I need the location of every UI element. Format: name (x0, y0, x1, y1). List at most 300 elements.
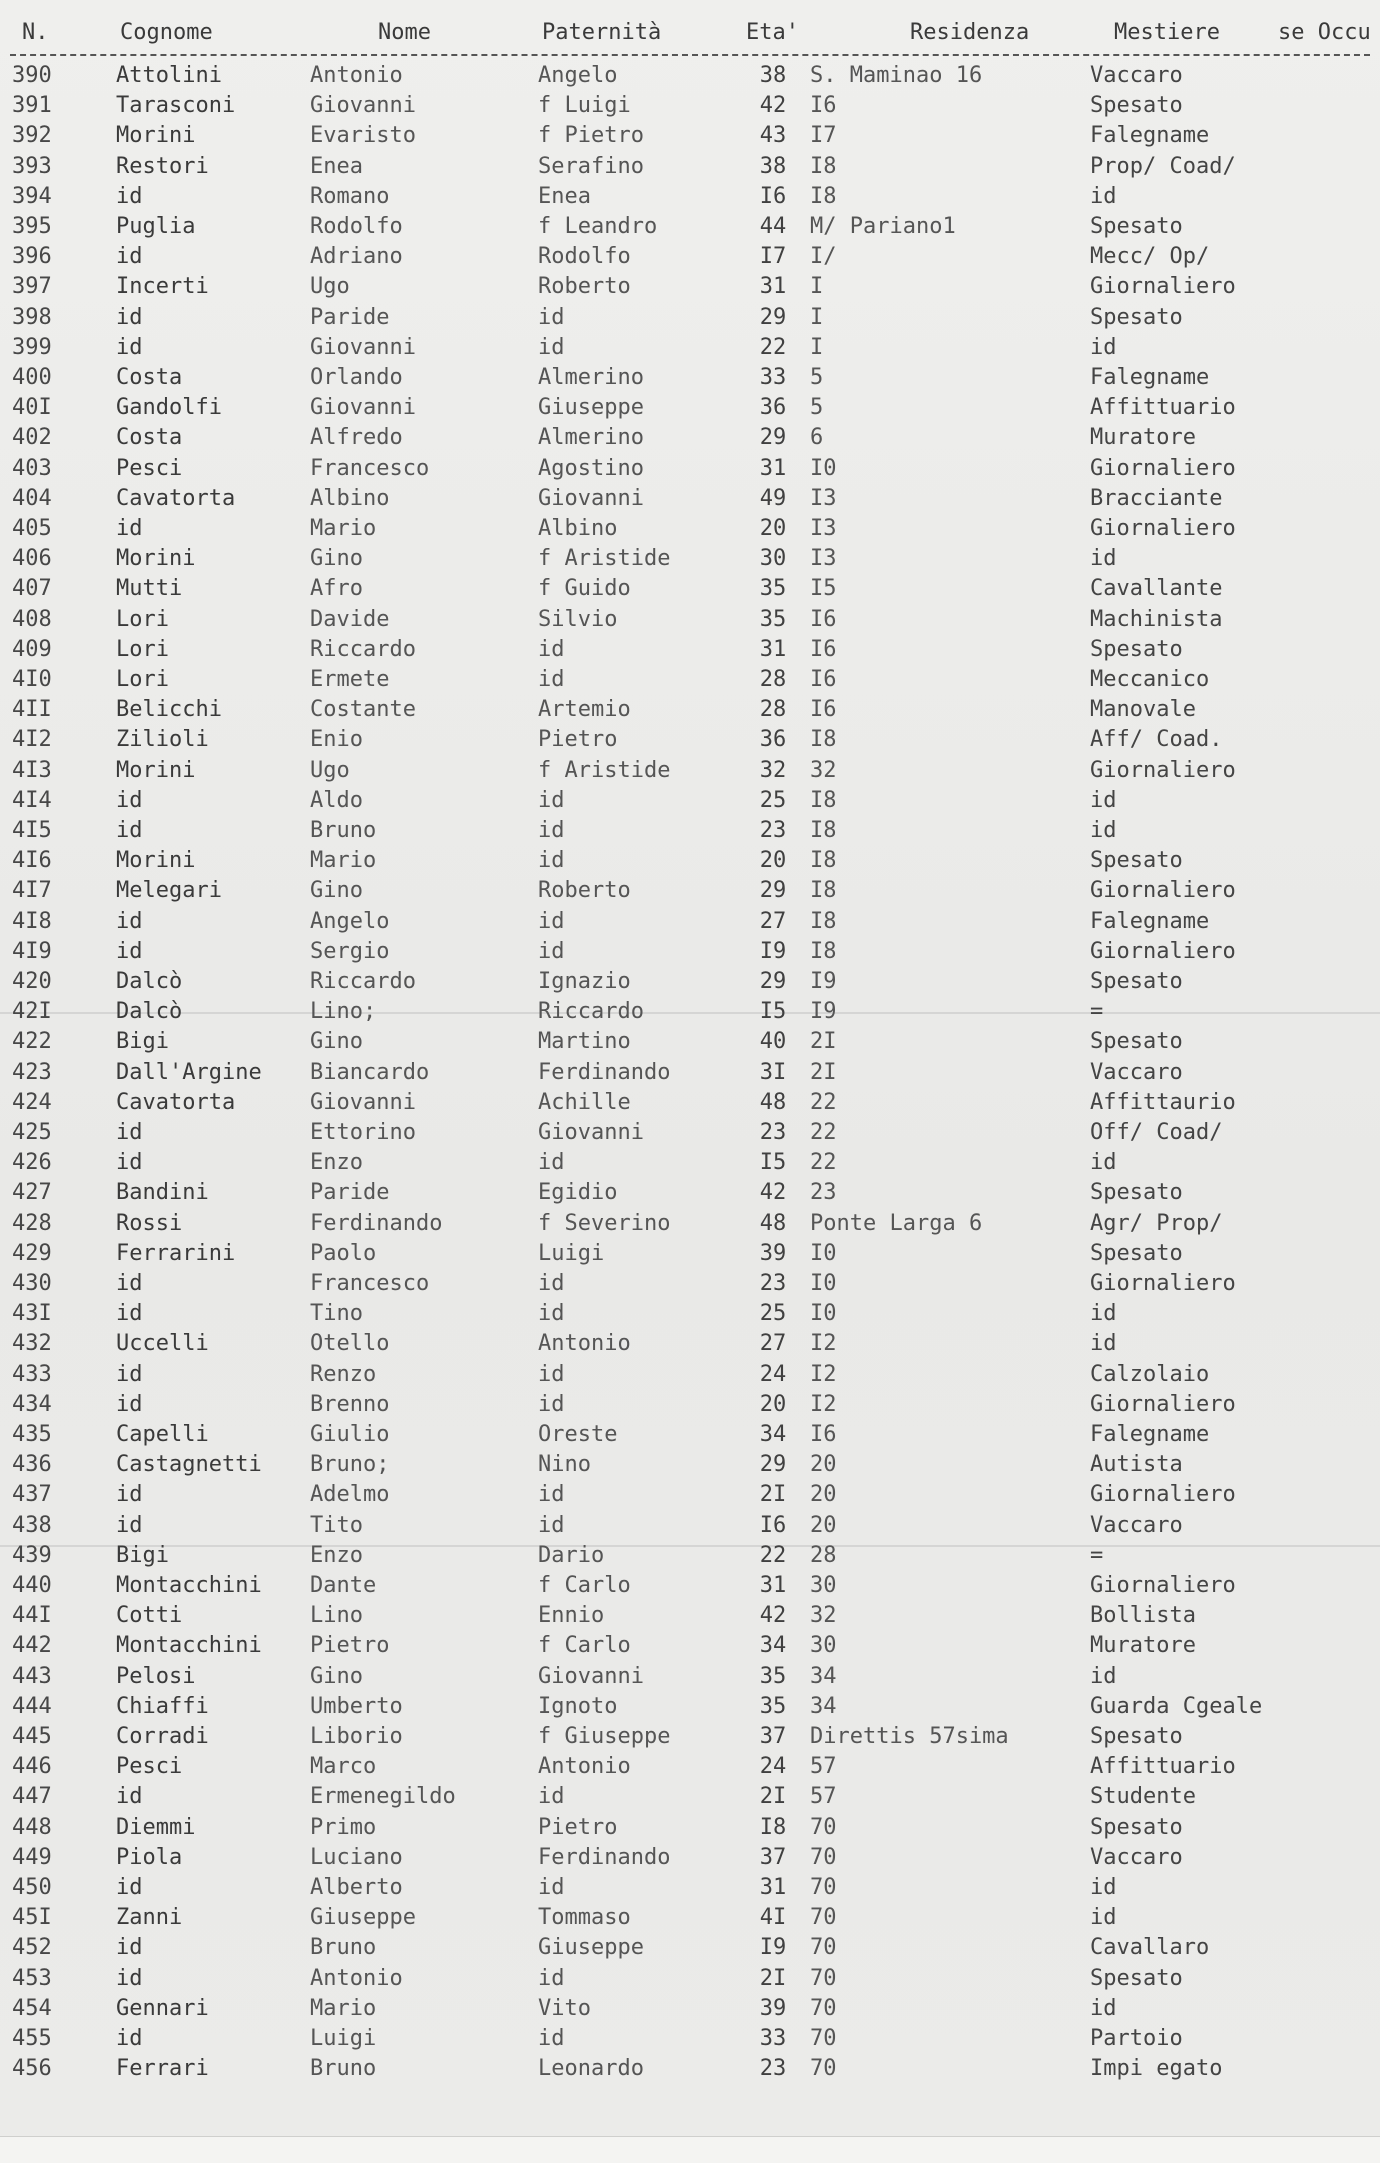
cell-nome: Albino (310, 486, 390, 511)
cell-nome: Davide (310, 607, 390, 632)
cell-nome: Adelmo (310, 1482, 390, 1507)
cell-paternita: Leonardo (538, 2056, 644, 2081)
cell-mestiere: = (1090, 1543, 1104, 1568)
cell-mestiere: Affittuario (1090, 1754, 1236, 1779)
cell-residenza: 70 (810, 1845, 837, 1870)
cell-paternita: Roberto (538, 878, 631, 903)
cell-mestiere: Spesato (1090, 1180, 1183, 1205)
cell-paternita: id (538, 939, 565, 964)
cell-eta: 23 (759, 818, 787, 843)
cell-n: 407 (12, 576, 52, 601)
cell-n: 42I (12, 999, 52, 1024)
cell-paternita: id (538, 788, 565, 813)
cell-eta: 31 (759, 1875, 787, 1900)
cell-nome: Giuseppe (310, 1905, 416, 1930)
cell-nome: Ugo (310, 274, 350, 299)
cell-cognome: Bandini (116, 1180, 209, 1205)
cell-mestiere: Giornaliero (1090, 1271, 1236, 1296)
cell-mestiere: id (1090, 1875, 1117, 1900)
table-row (0, 1904, 1380, 1932)
page-bottom-edge (0, 2136, 1380, 2163)
table-row (0, 575, 1380, 603)
table-row (0, 304, 1380, 332)
cell-paternita: Giuseppe (538, 1935, 644, 1960)
cell-cognome: id (116, 1120, 143, 1145)
cell-n: 425 (12, 1120, 52, 1145)
cell-eta: 40 (759, 1029, 787, 1054)
cell-n: 408 (12, 607, 52, 632)
cell-residenza: 2I (810, 1029, 837, 1054)
cell-eta: 2I (759, 1966, 787, 1991)
cell-nome: Angelo (310, 909, 390, 934)
cell-n: 395 (12, 214, 52, 239)
table-row (0, 1783, 1380, 1811)
cell-nome: Gino (310, 1664, 363, 1689)
table-row (0, 1270, 1380, 1298)
cell-residenza: 22 (810, 1150, 837, 1175)
cell-eta: 29 (759, 1452, 787, 1477)
cell-eta: 22 (759, 335, 787, 360)
cell-paternita: f Leandro (538, 214, 658, 239)
cell-cognome: id (116, 244, 143, 269)
cell-eta: 36 (759, 727, 787, 752)
cell-cognome: id (116, 939, 143, 964)
cell-eta: 48 (759, 1090, 787, 1115)
cell-paternita: id (538, 1966, 565, 1991)
cell-n: 456 (12, 2056, 52, 2081)
table-row (0, 1512, 1380, 1540)
cell-residenza: I (810, 335, 824, 360)
cell-nome: Enio (310, 727, 363, 752)
cell-residenza: 70 (810, 1815, 837, 1840)
cell-residenza: I8 (810, 727, 837, 752)
cell-mestiere: Falegname (1090, 365, 1210, 390)
cell-n: 4I6 (12, 848, 52, 873)
cell-n: 443 (12, 1664, 52, 1689)
cell-n: 429 (12, 1241, 52, 1266)
cell-mestiere: Vaccaro (1090, 1060, 1183, 1085)
table-row (0, 1361, 1380, 1389)
cell-residenza: I (810, 305, 824, 330)
table-row (0, 1330, 1380, 1358)
cell-nome: Otello (310, 1331, 390, 1356)
table-row (0, 485, 1380, 513)
cell-mestiere: Manovale (1090, 697, 1196, 722)
cell-paternita: id (538, 1875, 565, 1900)
cell-n: 450 (12, 1875, 52, 1900)
cell-paternita: id (538, 1150, 565, 1175)
cell-eta: 25 (759, 788, 787, 813)
table-row (0, 636, 1380, 664)
cell-residenza: I8 (810, 818, 837, 843)
cell-eta: 33 (759, 2026, 787, 2051)
table-row (0, 92, 1380, 120)
cell-cognome: Morini (116, 848, 196, 873)
cell-residenza: 28 (810, 1543, 837, 1568)
cell-paternita: Enea (538, 184, 591, 209)
table-row (0, 847, 1380, 875)
cell-mestiere: Giornaliero (1090, 1482, 1236, 1507)
table-row (0, 183, 1380, 211)
cell-nome: Bruno (310, 2056, 377, 2081)
cell-mestiere: Autista (1090, 1452, 1183, 1477)
cell-eta: 28 (759, 667, 787, 692)
cell-nome: Giovanni (310, 93, 416, 118)
cell-nome: Francesco (310, 456, 430, 481)
cell-paternita: id (538, 818, 565, 843)
cell-paternita: Oreste (538, 1422, 618, 1447)
cell-mestiere: Giornaliero (1090, 939, 1236, 964)
cell-n: 4I3 (12, 758, 52, 783)
cell-residenza: I2 (810, 1392, 837, 1417)
cell-mestiere: Impi egato (1090, 2056, 1223, 2081)
table-row (0, 908, 1380, 936)
cell-paternita: Martino (538, 1029, 631, 1054)
cell-nome: Tino (310, 1301, 363, 1326)
header-n: N. (22, 20, 49, 45)
cell-n: 400 (12, 365, 52, 390)
cell-nome: Umberto (310, 1694, 403, 1719)
cell-cognome: id (116, 1301, 143, 1326)
cell-cognome: id (116, 1392, 143, 1417)
cell-paternita: Dario (538, 1543, 605, 1568)
table-row (0, 1632, 1380, 1660)
header-eta: Eta' (746, 20, 799, 45)
cell-cognome: id (116, 1784, 143, 1809)
cell-cognome: Cavatorta (116, 486, 236, 511)
cell-residenza: I6 (810, 697, 837, 722)
cell-paternita: id (538, 1392, 565, 1417)
table-row (0, 2055, 1380, 2083)
cell-eta: I6 (759, 184, 787, 209)
cell-nome: Sergio (310, 939, 390, 964)
cell-cognome: Zanni (116, 1905, 183, 1930)
cell-cognome: Pesci (116, 456, 183, 481)
cell-residenza: I3 (810, 546, 837, 571)
cell-n: 396 (12, 244, 52, 269)
cell-n: 405 (12, 516, 52, 541)
cell-nome: Mario (310, 848, 377, 873)
cell-n: 391 (12, 93, 52, 118)
table-row (0, 1300, 1380, 1328)
cell-paternita: Ferdinando (538, 1845, 671, 1870)
table-row (0, 122, 1380, 150)
cell-residenza: 70 (810, 1905, 837, 1930)
cell-paternita: Giovanni (538, 486, 644, 511)
cell-residenza: I9 (810, 999, 837, 1024)
cell-cognome: Costa (116, 365, 183, 390)
cell-n: 452 (12, 1935, 52, 1960)
cell-cognome: Melegari (116, 878, 222, 903)
cell-residenza: I8 (810, 909, 837, 934)
cell-nome: Brenno (310, 1392, 390, 1417)
cell-eta: 39 (759, 1996, 787, 2021)
cell-paternita: id (538, 637, 565, 662)
cell-residenza: I0 (810, 1241, 837, 1266)
cell-residenza: I (810, 274, 824, 299)
cell-nome: Marco (310, 1754, 377, 1779)
cell-n: 420 (12, 969, 52, 994)
cell-mestiere: Aff/ Coad. (1090, 727, 1223, 752)
table-row (0, 394, 1380, 422)
cell-residenza: I6 (810, 637, 837, 662)
cell-n: 393 (12, 154, 52, 179)
cell-cognome: Capelli (116, 1422, 209, 1447)
table-row (0, 696, 1380, 724)
cell-residenza: I/ (810, 244, 837, 269)
cell-paternita: Pietro (538, 727, 618, 752)
cell-n: 40I (12, 395, 52, 420)
cell-mestiere: id (1090, 335, 1117, 360)
cell-paternita: Nino (538, 1452, 591, 1477)
cell-nome: Riccardo (310, 969, 416, 994)
cell-paternita: Vito (538, 1996, 591, 2021)
cell-cognome: Tarasconi (116, 93, 236, 118)
cell-cognome: Castagnetti (116, 1452, 262, 1477)
cell-nome: Afro (310, 576, 363, 601)
cell-nome: Antonio (310, 63, 403, 88)
cell-nome: Bruno; (310, 1452, 390, 1477)
cell-paternita: Roberto (538, 274, 631, 299)
cell-cognome: Morini (116, 758, 196, 783)
cell-n: 397 (12, 274, 52, 299)
cell-residenza: 22 (810, 1120, 837, 1145)
cell-paternita: id (538, 909, 565, 934)
cell-mestiere: Affittuario (1090, 395, 1236, 420)
cell-paternita: Ennio (538, 1603, 605, 1628)
cell-mestiere: Spesato (1090, 969, 1183, 994)
cell-residenza: I3 (810, 516, 837, 541)
cell-eta: 20 (759, 848, 787, 873)
cell-paternita: Achille (538, 1090, 631, 1115)
cell-mestiere: Spesato (1090, 1815, 1183, 1840)
cell-paternita: Egidio (538, 1180, 618, 1205)
cell-residenza: 30 (810, 1633, 837, 1658)
cell-cognome: id (116, 1875, 143, 1900)
table-row (0, 1391, 1380, 1419)
cell-residenza: 70 (810, 1935, 837, 1960)
cell-eta: 27 (759, 909, 787, 934)
cell-eta: 42 (759, 1180, 787, 1205)
cell-paternita: id (538, 2026, 565, 2051)
cell-eta: 36 (759, 395, 787, 420)
cell-residenza: I0 (810, 1301, 837, 1326)
cell-eta: 38 (759, 63, 787, 88)
cell-nome: Adriano (310, 244, 403, 269)
cell-paternita: id (538, 1482, 565, 1507)
cell-residenza: 6 (810, 425, 824, 450)
table-row (0, 1089, 1380, 1117)
cell-nome: Tito (310, 1513, 363, 1538)
cell-residenza: Ponte Larga 6 (810, 1211, 983, 1236)
cell-mestiere: Muratore (1090, 425, 1196, 450)
cell-n: 453 (12, 1966, 52, 1991)
cell-nome: Giovanni (310, 335, 416, 360)
table-row (0, 1240, 1380, 1268)
cell-n: 4I2 (12, 727, 52, 752)
cell-cognome: Diemmi (116, 1815, 196, 1840)
cell-n: 423 (12, 1060, 52, 1085)
cell-eta: 24 (759, 1362, 787, 1387)
cell-eta: 2I (759, 1784, 787, 1809)
cell-cognome: Attolini (116, 63, 222, 88)
cell-cognome: id (116, 788, 143, 813)
cell-paternita: id (538, 1784, 565, 1809)
cell-nome: Biancardo (310, 1060, 430, 1085)
cell-paternita: Giovanni (538, 1664, 644, 1689)
header-residenza: Residenza (910, 20, 1030, 45)
cell-cognome: id (116, 305, 143, 330)
cell-nome: Paride (310, 305, 390, 330)
cell-n: 402 (12, 425, 52, 450)
cell-mestiere: Spesato (1090, 214, 1183, 239)
cell-mestiere: id (1090, 1905, 1117, 1930)
cell-residenza: 30 (810, 1573, 837, 1598)
cell-residenza: 34 (810, 1694, 837, 1719)
cell-cognome: Mutti (116, 576, 183, 601)
cell-nome: Lino; (310, 999, 377, 1024)
cell-paternita: id (538, 667, 565, 692)
table-row (0, 1149, 1380, 1177)
cell-n: 424 (12, 1090, 52, 1115)
cell-cognome: Ferrarini (116, 1241, 236, 1266)
header-mestiere: Mestiere (1114, 20, 1220, 45)
cell-n: 4II (12, 697, 52, 722)
cell-cognome: Chiaffi (116, 1694, 209, 1719)
cell-nome: Ermete (310, 667, 390, 692)
table-row (0, 757, 1380, 785)
cell-nome: Antonio (310, 1966, 403, 1991)
cell-eta: 31 (759, 1573, 787, 1598)
cell-paternita: Antonio (538, 1754, 631, 1779)
cell-cognome: Belicchi (116, 697, 222, 722)
cell-n: 409 (12, 637, 52, 662)
cell-n: 43I (12, 1301, 52, 1326)
cell-cognome: Uccelli (116, 1331, 209, 1356)
cell-cognome: Bigi (116, 1029, 169, 1054)
cell-cognome: id (116, 1966, 143, 1991)
cell-mestiere: Spesato (1090, 305, 1183, 330)
cell-mestiere: id (1090, 546, 1117, 571)
cell-residenza: 5 (810, 395, 824, 420)
cell-mestiere: Mecc/ Op/ (1090, 244, 1210, 269)
cell-n: 45I (12, 1905, 52, 1930)
cell-cognome: Gandolfi (116, 395, 222, 420)
cell-mestiere: Meccanico (1090, 667, 1210, 692)
cell-nome: Ettorino (310, 1120, 416, 1145)
table-row (0, 545, 1380, 573)
cell-n: 440 (12, 1573, 52, 1598)
cell-mestiere: Giornaliero (1090, 456, 1236, 481)
cell-nome: Evaristo (310, 123, 416, 148)
cell-paternita: Ignoto (538, 1694, 618, 1719)
cell-eta: 39 (759, 1241, 787, 1266)
cell-mestiere: Prop/ Coad/ (1090, 154, 1236, 179)
cell-n: 434 (12, 1392, 52, 1417)
cell-cognome: id (116, 1271, 143, 1296)
cell-eta: 27 (759, 1331, 787, 1356)
cell-mestiere: Giornaliero (1090, 1573, 1236, 1598)
cell-cognome: id (116, 516, 143, 541)
cell-cognome: Bigi (116, 1543, 169, 1568)
cell-eta: 24 (759, 1754, 787, 1779)
cell-cognome: id (116, 184, 143, 209)
cell-nome: Enzo (310, 1150, 363, 1175)
cell-paternita: Rodolfo (538, 244, 631, 269)
cell-eta: 29 (759, 425, 787, 450)
cell-cognome: Gennari (116, 1996, 209, 2021)
cell-eta: 49 (759, 486, 787, 511)
cell-nome: Bruno (310, 818, 377, 843)
cell-residenza: 32 (810, 758, 837, 783)
cell-residenza: I8 (810, 848, 837, 873)
cell-nome: Dante (310, 1573, 377, 1598)
cell-nome: Luigi (310, 2026, 377, 2051)
cell-mestiere: Cavallante (1090, 576, 1223, 601)
cell-nome: Ugo (310, 758, 350, 783)
table-row (0, 1934, 1380, 1962)
cell-paternita: Angelo (538, 63, 618, 88)
cell-cognome: Zilioli (116, 727, 209, 752)
cell-eta: 37 (759, 1724, 787, 1749)
cell-mestiere: Off/ Coad/ (1090, 1120, 1223, 1145)
cell-eta: 23 (759, 2056, 787, 2081)
cell-residenza: 70 (810, 2056, 837, 2081)
table-row (0, 606, 1380, 634)
cell-cognome: id (116, 1362, 143, 1387)
cell-residenza: I0 (810, 456, 837, 481)
cell-cognome: id (116, 909, 143, 934)
table-row (0, 787, 1380, 815)
cell-nome: Enea (310, 154, 363, 179)
table-row (0, 1753, 1380, 1781)
cell-n: 445 (12, 1724, 52, 1749)
cell-n: 447 (12, 1784, 52, 1809)
cell-eta: 2I (759, 1482, 787, 1507)
cell-n: 448 (12, 1815, 52, 1840)
cell-n: 4I4 (12, 788, 52, 813)
cell-nome: Lino (310, 1603, 363, 1628)
cell-n: 428 (12, 1211, 52, 1236)
cell-eta: 43 (759, 123, 787, 148)
cell-n: 403 (12, 456, 52, 481)
cell-n: 438 (12, 1513, 52, 1538)
header-paternita: Paternità (542, 20, 662, 45)
cell-mestiere: = (1090, 999, 1104, 1024)
cell-nome: Enzo (310, 1543, 363, 1568)
cell-cognome: Dall'Argine (116, 1060, 262, 1085)
cell-paternita: f Aristide (538, 546, 671, 571)
cell-eta: 35 (759, 1694, 787, 1719)
cell-n: 427 (12, 1180, 52, 1205)
cell-nome: Alfredo (310, 425, 403, 450)
cell-paternita: id (538, 305, 565, 330)
cell-mestiere: id (1090, 184, 1117, 209)
cell-n: 4I7 (12, 878, 52, 903)
cell-nome: Gino (310, 546, 363, 571)
cell-eta: 20 (759, 1392, 787, 1417)
cell-cognome: Piola (116, 1845, 183, 1870)
cell-cognome: Morini (116, 123, 196, 148)
cell-mestiere: Vaccaro (1090, 63, 1183, 88)
cell-paternita: Almerino (538, 425, 644, 450)
cell-cognome: Rossi (116, 1211, 183, 1236)
table-row (0, 1723, 1380, 1751)
table-row (0, 968, 1380, 996)
cell-residenza: S. Maminao 16 (810, 63, 983, 88)
cell-eta: 30 (759, 546, 787, 571)
cell-nome: Primo (310, 1815, 377, 1840)
